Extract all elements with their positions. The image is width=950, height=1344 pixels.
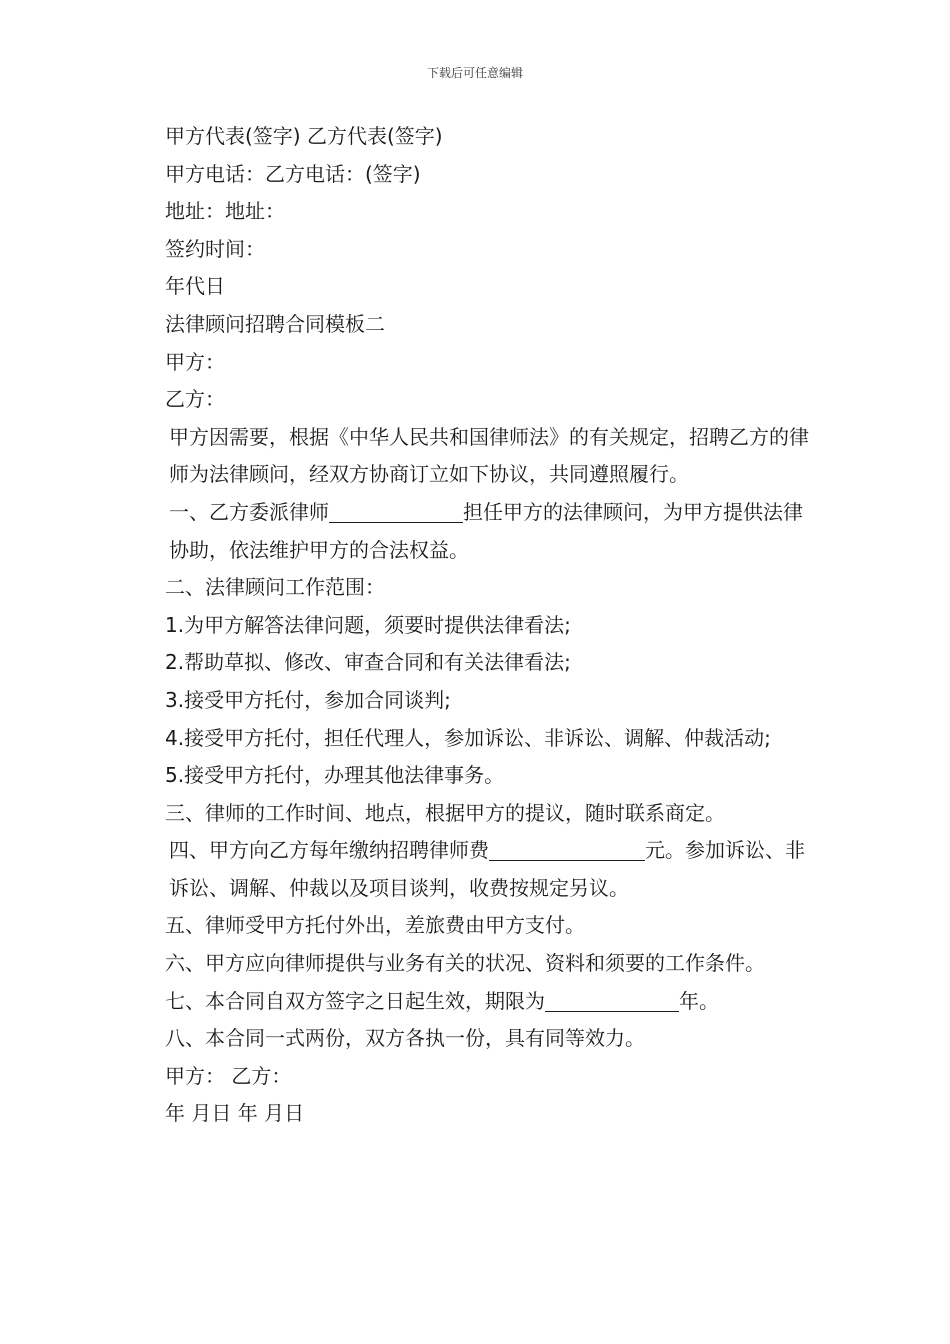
scope-item-1: 1.为甲方解答法律问题，须要时提供法律看法;	[165, 612, 571, 637]
blank-fee-amount[interactable]	[489, 840, 645, 861]
party-a-line: 甲方：	[165, 349, 225, 374]
scope-item-4: 4.接受甲方托付，担任代理人，参加诉讼、非诉讼、调解、仲裁活动;	[165, 725, 771, 750]
final-date-line: 年 月日 年 月日	[165, 1101, 305, 1126]
intro-paragraph: 甲方因需要，根据《中华人民共和国律师法》的有关规定，招聘乙方的律师为法律顾问，经双方协商订立如下协议，共同遵照履行。	[169, 424, 809, 487]
party-b-line: 乙方：	[165, 387, 225, 412]
clause-2: 二、法律顾问工作范围：	[165, 575, 385, 600]
clause-1-end: 担任甲方的法律顾问，为甲方提供法律协助，依法维护甲方的合法权益。	[169, 499, 803, 562]
clause-5: 五、律师受甲方托付外出，差旅费由甲方支付。	[165, 913, 585, 938]
scope-item-2: 2.帮助草拟、修改、审查合同和有关法律看法;	[165, 650, 571, 675]
clause-7-end: 年。	[679, 988, 719, 1013]
blank-term-years[interactable]	[545, 991, 679, 1012]
clause-1	[145, 494, 810, 569]
clause-7	[145, 983, 810, 1021]
blank-lawyer-name[interactable]	[329, 502, 463, 523]
address-line: 地址：地址：	[165, 199, 285, 224]
document-body	[145, 118, 810, 1133]
sign-date-line: 签约时间：	[165, 236, 265, 261]
clause-1-start: 一、乙方委派律师	[169, 499, 329, 524]
clause-4	[145, 832, 810, 907]
signature-line: 甲方代表(签字) 乙方代表(签字)	[165, 124, 443, 148]
scope-item-5: 5.接受甲方托付，办理其他法律事务。	[165, 763, 505, 788]
document-title: 法律顾问招聘合同模板二	[165, 311, 385, 336]
clause-3: 三、律师的工作时间、地点，根据甲方的提议，随时联系商定。	[165, 800, 725, 825]
date-line: 年代日	[165, 274, 225, 299]
page-header: 下载后可任意编辑	[426, 66, 523, 80]
phone-line: 甲方电话：乙方电话：(签字)	[165, 161, 421, 186]
clause-7-start: 七、本合同自双方签字之日起生效，期限为	[165, 988, 545, 1013]
clause-6: 六、甲方应向律师提供与业务有关的状况、资料和须要的工作条件。	[165, 951, 765, 976]
clause-4-start: 四、甲方向乙方每年缴纳招聘律师费	[169, 838, 489, 863]
scope-item-3: 3.接受甲方托付，参加合同谈判;	[165, 687, 451, 712]
clause-4-end: 元。参加诉讼、非诉讼、调解、仲裁以及项目谈判，收费按规定另议。	[169, 838, 805, 900]
parties-sign-line: 甲方： 乙方：	[165, 1063, 292, 1088]
clause-8: 八、本合同一式两份，双方各执一份，具有同等效力。	[165, 1026, 645, 1051]
